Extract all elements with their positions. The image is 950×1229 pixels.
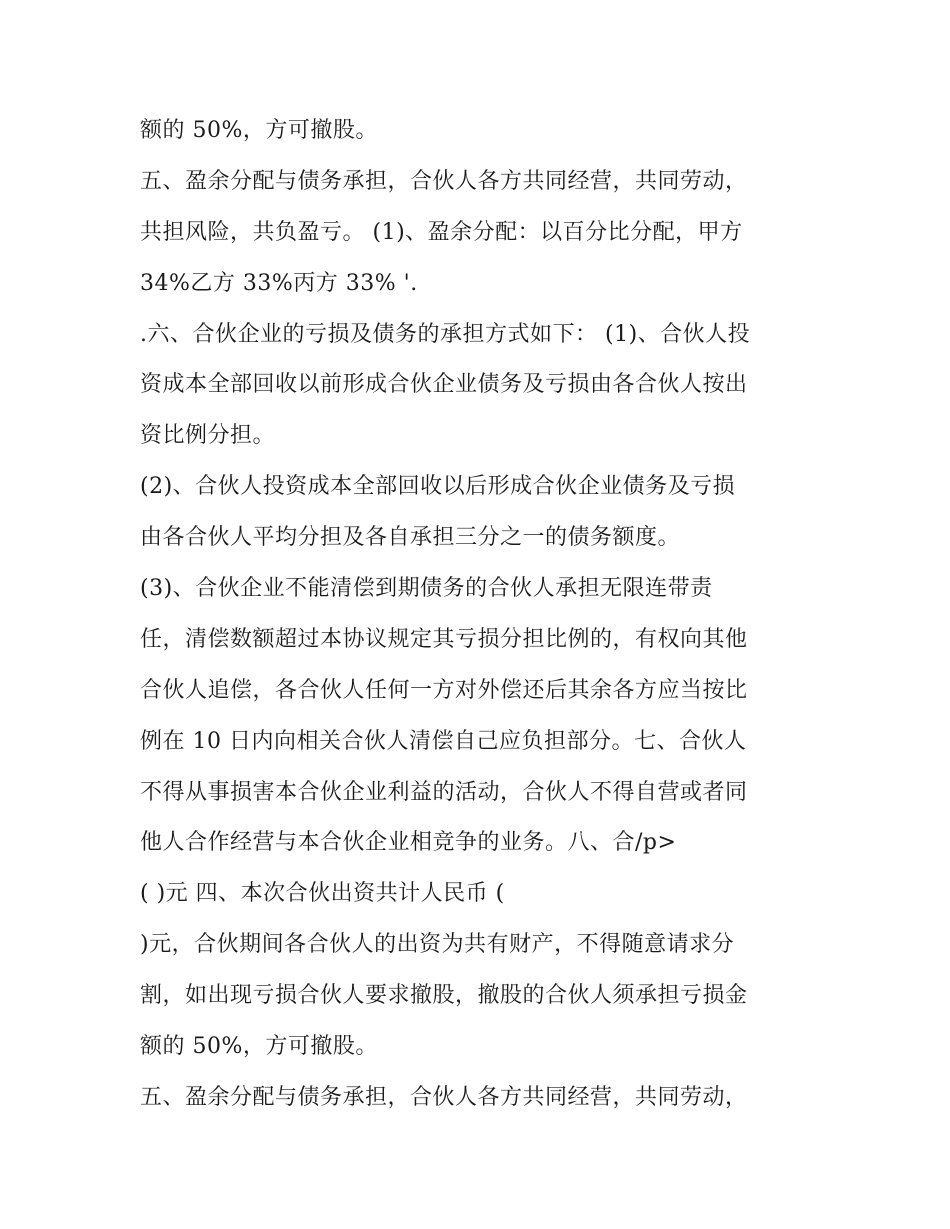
- text-line: 不得从事损害本合伙企业利益的活动，合伙人不得自营或者同: [140, 779, 748, 805]
- text-line: (2)、合伙人投资成本全部回收以后形成合伙企业债务及亏损: [140, 474, 736, 500]
- text-line: .六、合伙企业的亏损及债务的承担方式如下： (1)、合伙人投: [140, 321, 751, 347]
- document-body: [140, 106, 840, 1124]
- text-line: 资成本全部回收以前形成合伙企业债务及亏损由各合伙人按出: [140, 372, 748, 398]
- text-line: 例在 10 日内向相关合伙人清偿自己应负担部分。七、合伙人: [140, 728, 747, 754]
- text-line: 五、盈余分配与债务承担，合伙人各方共同经营，共同劳动，: [140, 1084, 748, 1110]
- text-line: 额的 50%，方可撤股。: [140, 118, 378, 143]
- text-line: ( )元 四、本次合伙出资共计人民币 (: [140, 881, 505, 907]
- text-line: 他人合作经营与本合伙企业相竞争的业务。八、合/p>: [140, 830, 677, 856]
- text-line: 额的 50%，方可撤股。: [140, 1034, 378, 1060]
- text-line: 34%乙方 33%丙方 33% '.: [140, 270, 418, 296]
- text-line: (3)、合伙企业不能清偿到期债务的合伙人承担无限连带责: [140, 576, 713, 602]
- text-line: 五、盈余分配与债务承担，合伙人各方共同经营，共同劳动，: [140, 168, 748, 194]
- text-line: 由各合伙人平均分担及各自承担三分之一的债务额度。: [140, 525, 681, 551]
- text-line: )元，合伙期间各合伙人的出资为共有财产，不得随意请求分: [140, 932, 735, 958]
- text-line: 合伙人追偿，各合伙人任何一方对外偿还后其余各方应当按比: [140, 677, 748, 703]
- text-line: 共担风险，共负盈亏。 (1)、盈余分配：以百分比分配，甲方: [140, 219, 743, 245]
- text-line: 资比例分担。: [140, 423, 276, 449]
- text-line: 任，清偿数额超过本协议规定其亏损分担比例的，有权向其他: [140, 626, 748, 652]
- text-line: 割，如出现亏损合伙人要求撤股，撤股的合伙人须承担亏损金: [140, 983, 748, 1009]
